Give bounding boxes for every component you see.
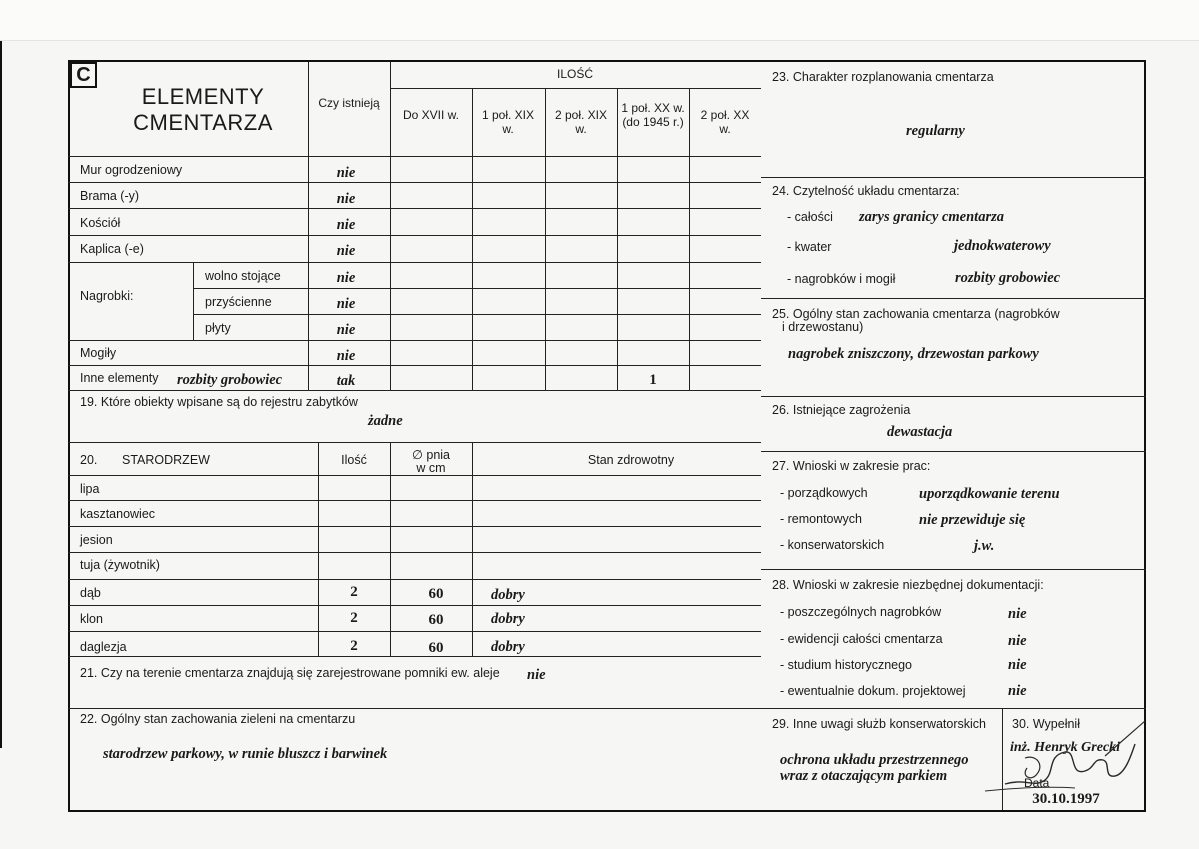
row-line bbox=[68, 631, 761, 632]
row-line bbox=[193, 314, 761, 315]
q29-answer-2: wraz z otaczającym parkiem bbox=[780, 768, 948, 784]
tree-name: daglezja bbox=[80, 640, 127, 654]
q28-item-label: - ewidencji całości cmentarza bbox=[780, 632, 943, 646]
inne-label: Inne elementy bbox=[80, 371, 159, 385]
element-exists-value: nie bbox=[336, 348, 356, 364]
tree-count: 2 bbox=[350, 584, 358, 600]
q24-item-label: - nagrobków i mogił bbox=[787, 272, 896, 286]
q29-answer-1: ochrona układu przestrzennego bbox=[780, 752, 969, 768]
period-header-1: Do XVII w. bbox=[402, 108, 460, 122]
element-label: Mogiły bbox=[80, 346, 117, 360]
inne-exists-value: tak bbox=[336, 373, 356, 389]
q21-label: 21. Czy na terenie cmentarza znajdują się zarejestrowane pomniki ew. aleje bbox=[80, 666, 500, 680]
period-header-4: 1 poł. XX w. (do 1945 r.) bbox=[621, 101, 685, 129]
row-line bbox=[68, 656, 761, 657]
q28-item-answer: nie bbox=[1008, 683, 1027, 699]
form-frame bbox=[68, 60, 1146, 812]
q28-item-label: - poszczególnych nagrobków bbox=[780, 605, 942, 619]
element-label: przyścienne bbox=[205, 295, 272, 309]
tree-name: kasztanowiec bbox=[80, 507, 156, 521]
q23-answer: regularny bbox=[906, 123, 965, 139]
q19-label: 19. Które obiekty wpisane są do rejestru zabytków bbox=[80, 395, 358, 409]
q27-item-label: - porządkowych bbox=[780, 486, 868, 500]
inne-count-value: 1 bbox=[649, 372, 657, 388]
q20-count-header: Ilość bbox=[341, 453, 367, 467]
q27-label: 27. Wnioski w zakresie prac: bbox=[772, 459, 931, 473]
q24-item-answer: jednokwaterowy bbox=[954, 238, 1051, 254]
col-line-period-3 bbox=[545, 88, 546, 390]
element-label: Brama (-y) bbox=[80, 189, 140, 203]
section-title: ELEMENTY CMENTARZA bbox=[133, 84, 273, 135]
element-label: Mur ogrodzeniowy bbox=[80, 163, 183, 177]
row-line bbox=[68, 182, 761, 183]
q24-item-answer: zarys granicy cmentarza bbox=[859, 209, 1004, 225]
q25-label-1: 25. Ogólny stan zachowania cmentarza (nagrobków bbox=[772, 307, 1060, 321]
col-line-period-4 bbox=[617, 88, 618, 390]
element-label: wolno stojące bbox=[205, 269, 281, 283]
tree-count: 2 bbox=[350, 638, 358, 654]
row-line bbox=[68, 500, 761, 501]
tree-name: klon bbox=[80, 612, 103, 626]
q27-item-label: - remontowych bbox=[780, 512, 862, 526]
row-line bbox=[193, 288, 761, 289]
q22-label: 22. Ogólny stan zachowania zieleni na cmentarzu bbox=[80, 712, 356, 726]
element-label: Kaplica (-e) bbox=[80, 242, 144, 256]
right-row-line bbox=[761, 177, 1146, 178]
right-row-line bbox=[761, 708, 1146, 709]
element-exists-value: nie bbox=[336, 243, 356, 259]
ilosc-header: ILOŚĆ bbox=[556, 67, 594, 81]
q30-date-label: Data bbox=[1024, 776, 1050, 790]
q24-item-label: - kwater bbox=[787, 240, 832, 254]
q26-answer: dewastacja bbox=[887, 424, 953, 440]
col-line-period-2 bbox=[472, 88, 473, 390]
q28-item-answer: nie bbox=[1008, 606, 1027, 622]
right-row-line bbox=[761, 396, 1146, 397]
element-label: płyty bbox=[205, 321, 231, 335]
q20-health-header: Stan zdrowotny bbox=[587, 453, 675, 467]
q24-item-label: - całości bbox=[787, 210, 833, 224]
period-header-2: 1 poł. XIX w. bbox=[481, 108, 535, 136]
period-header-3: 2 poł. XIX w. bbox=[554, 108, 608, 136]
q20-diameter-header-2: w cm bbox=[416, 461, 446, 475]
signature-scribble bbox=[985, 716, 1145, 798]
row-line bbox=[68, 442, 761, 443]
q30-name: inż. Henryk Grecki bbox=[1010, 740, 1121, 755]
scan-top-margin bbox=[0, 0, 1199, 41]
q21-answer: nie bbox=[527, 667, 546, 683]
row-line bbox=[68, 235, 761, 236]
tree-health: dobry bbox=[491, 611, 525, 627]
element-exists-value: nie bbox=[336, 165, 356, 181]
ilosc-underline bbox=[390, 88, 761, 89]
period-header-5: 2 poł. XX w. bbox=[700, 108, 750, 136]
exists-column-header: Czy istnieją bbox=[318, 96, 380, 110]
element-exists-value: nie bbox=[336, 191, 356, 207]
q29-label: 29. Inne uwagi służb konserwatorskich bbox=[772, 717, 987, 731]
row-line bbox=[68, 365, 761, 366]
q27-item-answer: uporządkowanie terenu bbox=[919, 486, 1060, 502]
q28-label: 28. Wnioski w zakresie niezbędnej dokumentacji: bbox=[772, 578, 1044, 592]
tree-diameter: 60 bbox=[428, 612, 444, 628]
col-line-nagrobki bbox=[193, 263, 194, 340]
q27-item-label: - konserwatorskich bbox=[780, 538, 885, 552]
tree-name: jesion bbox=[80, 533, 113, 547]
q23-label: 23. Charakter rozplanowania cmentarza bbox=[772, 70, 994, 84]
row-line bbox=[68, 526, 761, 527]
q28-item-answer: nie bbox=[1008, 633, 1027, 649]
row-line bbox=[68, 708, 761, 709]
right-row-line bbox=[761, 569, 1146, 570]
col-line-period-5 bbox=[689, 88, 690, 390]
q20-number: 20. bbox=[80, 453, 98, 467]
tree-name: tuja (żywotnik) bbox=[80, 558, 160, 572]
tree-health: dobry bbox=[491, 639, 525, 655]
row-line bbox=[68, 579, 761, 580]
q28-item-label: - studium historycznego bbox=[780, 658, 913, 672]
element-exists-value: nie bbox=[336, 296, 356, 312]
right-row-line bbox=[761, 451, 1146, 452]
element-exists-value: nie bbox=[336, 270, 356, 286]
main-column-divider bbox=[0, 0, 2, 748]
q27-item-answer: nie przewiduje się bbox=[919, 512, 1026, 528]
q28-item-label: - ewentualnie dokum. projektowej bbox=[780, 684, 966, 698]
tree-name: lipa bbox=[80, 482, 100, 496]
tree-count: 2 bbox=[350, 610, 358, 626]
row-line bbox=[68, 552, 761, 553]
q30-label: 30. Wypełnił bbox=[1012, 717, 1080, 731]
q25-label-2: i drzewostanu) bbox=[782, 320, 864, 334]
q25-answer: nagrobek zniszczony, drzewostan parkowy bbox=[788, 346, 1039, 362]
nagrobki-label: Nagrobki: bbox=[80, 289, 134, 303]
inne-value: rozbity grobowiec bbox=[177, 372, 283, 388]
row-line bbox=[68, 156, 761, 157]
tree-name: dąb bbox=[80, 586, 101, 600]
row-line bbox=[68, 340, 761, 341]
row-line bbox=[68, 390, 761, 391]
q20-diameter-header-1: ∅ pnia bbox=[412, 448, 450, 462]
section-letter-box: C bbox=[70, 62, 97, 88]
right-row-line bbox=[761, 298, 1146, 299]
row-line bbox=[68, 262, 761, 263]
element-exists-value: nie bbox=[336, 217, 356, 233]
q24-item-answer: rozbity grobowiec bbox=[955, 270, 1061, 286]
q24-label: 24. Czytelność układu cmentarza: bbox=[772, 184, 960, 198]
element-label: Kościół bbox=[80, 216, 121, 230]
row-line bbox=[68, 208, 761, 209]
tree-diameter: 60 bbox=[428, 586, 444, 602]
q30-date: 30.10.1997 bbox=[1032, 791, 1100, 807]
q28-item-answer: nie bbox=[1008, 657, 1027, 673]
tree-health: dobry bbox=[491, 587, 525, 603]
row-line bbox=[68, 605, 761, 606]
q27-item-answer: j.w. bbox=[974, 538, 995, 554]
q20-title: STARODRZEW bbox=[122, 453, 210, 467]
q19-answer: żadne bbox=[368, 413, 403, 429]
tree-diameter: 60 bbox=[428, 640, 444, 656]
element-exists-value: nie bbox=[336, 322, 356, 338]
q26-label: 26. Istniejące zagrożenia bbox=[772, 403, 911, 417]
row-line bbox=[68, 475, 761, 476]
q22-answer: starodrzew parkowy, w runie bluszcz i barwinek bbox=[103, 746, 388, 762]
